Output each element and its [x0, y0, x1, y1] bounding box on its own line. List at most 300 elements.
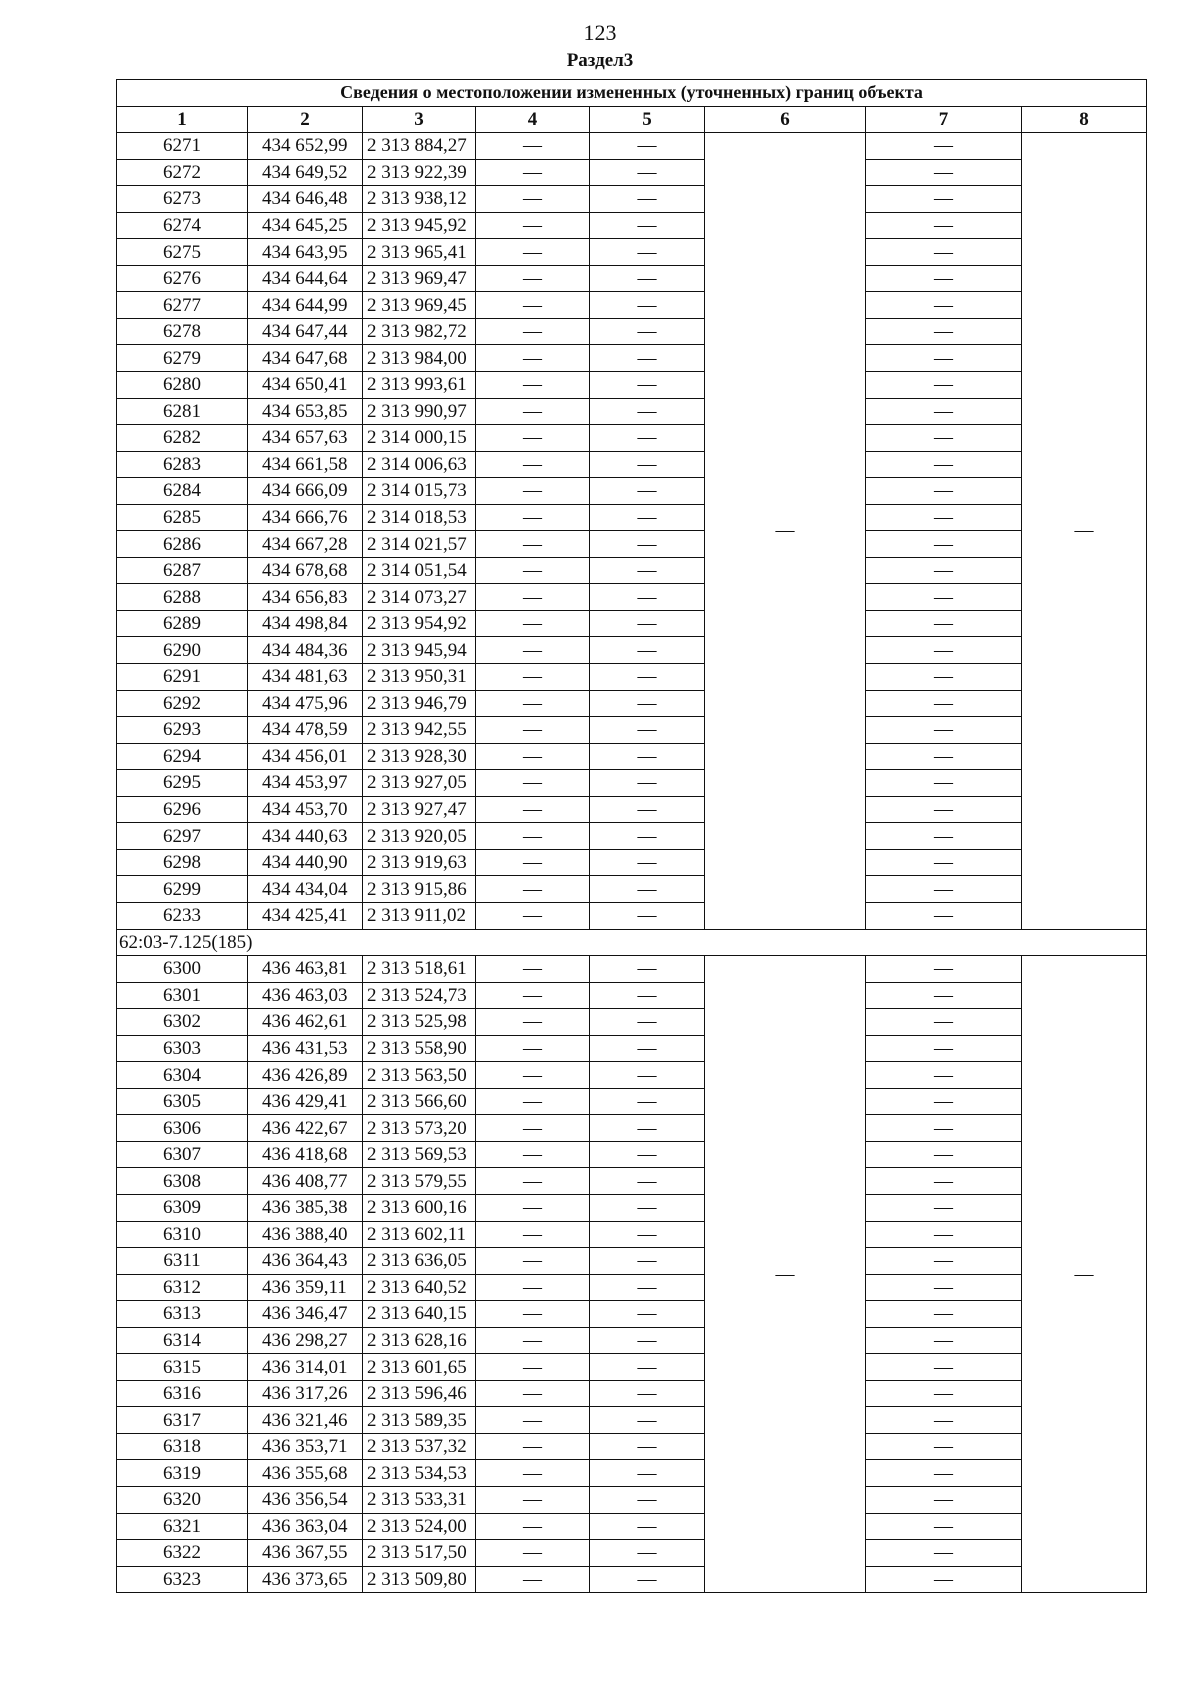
column-5-value: —	[590, 664, 705, 691]
x-coordinate: 434 440,90	[248, 849, 363, 876]
section-title: Раздел3	[566, 50, 634, 71]
y-coordinate: 2 313 915,86	[363, 876, 476, 903]
column-4-value: —	[476, 796, 590, 823]
column-5-value: —	[590, 1301, 705, 1328]
point-number: 6281	[117, 398, 248, 425]
column-4-value: —	[476, 504, 590, 531]
point-number: 6292	[117, 690, 248, 717]
point-number: 6278	[117, 318, 248, 345]
y-coordinate: 2 313 563,50	[363, 1062, 476, 1089]
column-4-value: —	[476, 1460, 590, 1487]
x-coordinate: 434 647,44	[248, 318, 363, 345]
column-7-value: —	[866, 1062, 1022, 1089]
column-5-value: —	[590, 637, 705, 664]
column-5-value: —	[590, 345, 705, 372]
y-coordinate: 2 313 589,35	[363, 1407, 476, 1434]
column-7-value: —	[866, 1194, 1022, 1221]
y-coordinate: 2 313 525,98	[363, 1009, 476, 1036]
column-4-value: —	[476, 1513, 590, 1540]
column-5-value: —	[590, 265, 705, 292]
column-7-value: —	[866, 664, 1022, 691]
x-coordinate: 434 456,01	[248, 743, 363, 770]
point-number: 6283	[117, 451, 248, 478]
y-coordinate: 2 313 596,46	[363, 1380, 476, 1407]
table-body	[117, 133, 1147, 1593]
column-header: 5	[590, 106, 705, 133]
table-row	[117, 637, 1147, 664]
column-5-value: —	[590, 292, 705, 319]
column-4-value: —	[476, 1566, 590, 1593]
table-row	[117, 1088, 1147, 1115]
y-coordinate: 2 313 628,16	[363, 1327, 476, 1354]
point-number: 6308	[117, 1168, 248, 1195]
table-row	[117, 1486, 1147, 1513]
column-4-value: —	[476, 1486, 590, 1513]
y-coordinate: 2 313 636,05	[363, 1248, 476, 1275]
point-number: 6280	[117, 372, 248, 399]
column-7-value: —	[866, 1460, 1022, 1487]
x-coordinate: 434 498,84	[248, 610, 363, 637]
column-7-value: —	[866, 1009, 1022, 1036]
y-coordinate: 2 313 927,05	[363, 770, 476, 797]
x-coordinate: 434 647,68	[248, 345, 363, 372]
column-4-value: —	[476, 876, 590, 903]
column-7-value: —	[866, 1380, 1022, 1407]
x-coordinate: 434 649,52	[248, 159, 363, 186]
point-number: 6285	[117, 504, 248, 531]
column-4-value: —	[476, 1115, 590, 1142]
column-4-value: —	[476, 318, 590, 345]
table-row	[117, 1035, 1147, 1062]
column-5-value: —	[590, 212, 705, 239]
y-coordinate: 2 313 945,92	[363, 212, 476, 239]
column-7-value: —	[866, 265, 1022, 292]
column-5-value: —	[590, 1062, 705, 1089]
table-row	[117, 345, 1147, 372]
table-row	[117, 212, 1147, 239]
table-row	[117, 1194, 1147, 1221]
table-row	[117, 796, 1147, 823]
table-row	[117, 584, 1147, 611]
column-7-value: —	[866, 823, 1022, 850]
column-4-value: —	[476, 584, 590, 611]
table-row	[117, 823, 1147, 850]
y-coordinate: 2 313 640,52	[363, 1274, 476, 1301]
column-6-value: —	[705, 956, 866, 1593]
column-4-value: —	[476, 690, 590, 717]
table-row	[117, 1460, 1147, 1487]
point-number: 6295	[117, 770, 248, 797]
y-coordinate: 2 313 919,63	[363, 849, 476, 876]
y-coordinate: 2 313 509,80	[363, 1566, 476, 1593]
column-4-value: —	[476, 451, 590, 478]
y-coordinate: 2 313 579,55	[363, 1168, 476, 1195]
y-coordinate: 2 313 945,94	[363, 637, 476, 664]
column-7-value: —	[866, 770, 1022, 797]
table-row	[117, 849, 1147, 876]
column-4-value: —	[476, 557, 590, 584]
column-4-value: —	[476, 1062, 590, 1089]
table-row	[117, 876, 1147, 903]
x-coordinate: 436 426,89	[248, 1062, 363, 1089]
x-coordinate: 434 657,63	[248, 425, 363, 452]
column-7-value: —	[866, 159, 1022, 186]
x-coordinate: 436 388,40	[248, 1221, 363, 1248]
column-5-value: —	[590, 451, 705, 478]
point-number: 6320	[117, 1486, 248, 1513]
point-number: 6301	[117, 982, 248, 1009]
column-7-value: —	[866, 557, 1022, 584]
column-5-value: —	[590, 1460, 705, 1487]
column-7-value: —	[866, 584, 1022, 611]
y-coordinate: 2 313 601,65	[363, 1354, 476, 1381]
y-coordinate: 2 314 073,27	[363, 584, 476, 611]
column-4-value: —	[476, 664, 590, 691]
table-row	[117, 610, 1147, 637]
column-5-value: —	[590, 1486, 705, 1513]
x-coordinate: 436 385,38	[248, 1194, 363, 1221]
point-number: 6299	[117, 876, 248, 903]
table-row	[117, 1327, 1147, 1354]
column-5-value: —	[590, 239, 705, 266]
column-5-value: —	[590, 902, 705, 929]
column-4-value: —	[476, 1141, 590, 1168]
column-5-value: —	[590, 1141, 705, 1168]
x-coordinate: 434 453,97	[248, 770, 363, 797]
point-number: 6323	[117, 1566, 248, 1593]
table-row	[117, 1274, 1147, 1301]
column-7-value: —	[866, 1327, 1022, 1354]
column-5-value: —	[590, 159, 705, 186]
column-5-value: —	[590, 1035, 705, 1062]
y-coordinate: 2 314 051,54	[363, 557, 476, 584]
y-coordinate: 2 313 954,92	[363, 610, 476, 637]
table-row	[117, 956, 1147, 983]
column-4-value: —	[476, 1274, 590, 1301]
y-coordinate: 2 313 518,61	[363, 956, 476, 983]
y-coordinate: 2 314 015,73	[363, 478, 476, 505]
x-coordinate: 434 656,83	[248, 584, 363, 611]
point-number: 6291	[117, 664, 248, 691]
y-coordinate: 2 313 927,47	[363, 796, 476, 823]
x-coordinate: 436 418,68	[248, 1141, 363, 1168]
x-coordinate: 436 422,67	[248, 1115, 363, 1142]
column-5-value: —	[590, 610, 705, 637]
column-4-value: —	[476, 637, 590, 664]
x-coordinate: 436 355,68	[248, 1460, 363, 1487]
x-coordinate: 436 462,61	[248, 1009, 363, 1036]
column-5-value: —	[590, 1168, 705, 1195]
y-coordinate: 2 313 928,30	[363, 743, 476, 770]
column-5-value: —	[590, 770, 705, 797]
point-number: 6277	[117, 292, 248, 319]
point-number: 6321	[117, 1513, 248, 1540]
table-row	[117, 1141, 1147, 1168]
point-number: 6313	[117, 1301, 248, 1328]
table-row	[117, 1354, 1147, 1381]
column-7-value: —	[866, 849, 1022, 876]
x-coordinate: 434 425,41	[248, 902, 363, 929]
y-coordinate: 2 313 965,41	[363, 239, 476, 266]
x-coordinate: 436 359,11	[248, 1274, 363, 1301]
column-4-value: —	[476, 1301, 590, 1328]
column-4-value: —	[476, 345, 590, 372]
table-row	[117, 292, 1147, 319]
x-coordinate: 434 481,63	[248, 664, 363, 691]
column-5-value: —	[590, 186, 705, 213]
column-4-value: —	[476, 1088, 590, 1115]
table-row	[117, 1301, 1147, 1328]
point-number: 6304	[117, 1062, 248, 1089]
x-coordinate: 436 363,04	[248, 1513, 363, 1540]
point-number: 6310	[117, 1221, 248, 1248]
point-number: 6233	[117, 902, 248, 929]
y-coordinate: 2 313 938,12	[363, 186, 476, 213]
y-coordinate: 2 313 517,50	[363, 1540, 476, 1567]
column-header: 7	[866, 106, 1022, 133]
y-coordinate: 2 313 537,32	[363, 1433, 476, 1460]
column-7-value: —	[866, 956, 1022, 983]
column-5-value: —	[590, 318, 705, 345]
point-number: 6312	[117, 1274, 248, 1301]
column-header: 3	[363, 106, 476, 133]
table-row	[117, 1062, 1147, 1089]
column-7-value: —	[866, 1115, 1022, 1142]
x-coordinate: 436 298,27	[248, 1327, 363, 1354]
column-4-value: —	[476, 1221, 590, 1248]
table-row	[117, 743, 1147, 770]
table-row	[117, 1221, 1147, 1248]
column-7-value: —	[866, 133, 1022, 160]
point-number: 6294	[117, 743, 248, 770]
point-number: 6273	[117, 186, 248, 213]
column-7-value: —	[866, 212, 1022, 239]
column-4-value: —	[476, 239, 590, 266]
table-row	[117, 770, 1147, 797]
column-4-value: —	[476, 1168, 590, 1195]
point-number: 6288	[117, 584, 248, 611]
column-4-value: —	[476, 212, 590, 239]
column-5-value: —	[590, 478, 705, 505]
x-coordinate: 436 321,46	[248, 1407, 363, 1434]
y-coordinate: 2 313 566,60	[363, 1088, 476, 1115]
table-row	[117, 265, 1147, 292]
column-5-value: —	[590, 372, 705, 399]
table-row	[117, 1168, 1147, 1195]
table-row	[117, 1566, 1147, 1593]
column-7-value: —	[866, 637, 1022, 664]
column-7-value: —	[866, 1088, 1022, 1115]
x-coordinate: 434 644,64	[248, 265, 363, 292]
column-4-value: —	[476, 265, 590, 292]
x-coordinate: 436 408,77	[248, 1168, 363, 1195]
page-number: 123	[583, 20, 617, 45]
point-number: 6314	[117, 1327, 248, 1354]
column-4-value: —	[476, 1035, 590, 1062]
column-5-value: —	[590, 1009, 705, 1036]
column-5-value: —	[590, 1274, 705, 1301]
x-coordinate: 436 356,54	[248, 1486, 363, 1513]
column-5-value: —	[590, 398, 705, 425]
y-coordinate: 2 313 993,61	[363, 372, 476, 399]
y-coordinate: 2 313 990,97	[363, 398, 476, 425]
column-5-value: —	[590, 743, 705, 770]
x-coordinate: 434 666,76	[248, 504, 363, 531]
point-number: 6271	[117, 133, 248, 160]
column-7-value: —	[866, 451, 1022, 478]
x-coordinate: 434 652,99	[248, 133, 363, 160]
y-coordinate: 2 314 006,63	[363, 451, 476, 478]
point-number: 6322	[117, 1540, 248, 1567]
table-row	[117, 664, 1147, 691]
point-number: 6319	[117, 1460, 248, 1487]
point-number: 6287	[117, 557, 248, 584]
column-5-value: —	[590, 1327, 705, 1354]
table-row	[117, 398, 1147, 425]
column-header: 2	[248, 106, 363, 133]
table-caption: Сведения о местоположении измененных (уточненных) границ объекта	[117, 80, 1147, 107]
point-number: 6307	[117, 1141, 248, 1168]
x-coordinate: 434 643,95	[248, 239, 363, 266]
point-number: 6293	[117, 717, 248, 744]
column-7-value: —	[866, 1486, 1022, 1513]
column-4-value: —	[476, 982, 590, 1009]
column-4-value: —	[476, 1327, 590, 1354]
x-coordinate: 436 364,43	[248, 1248, 363, 1275]
table-row	[117, 690, 1147, 717]
x-coordinate: 436 431,53	[248, 1035, 363, 1062]
column-5-value: —	[590, 876, 705, 903]
column-6-value: —	[705, 133, 866, 929]
table-row	[117, 504, 1147, 531]
point-number: 6311	[117, 1248, 248, 1275]
y-coordinate: 2 313 558,90	[363, 1035, 476, 1062]
column-7-value: —	[866, 478, 1022, 505]
y-coordinate: 2 313 984,00	[363, 345, 476, 372]
y-coordinate: 2 313 884,27	[363, 133, 476, 160]
column-4-value: —	[476, 610, 590, 637]
point-number: 6276	[117, 265, 248, 292]
column-7-value: —	[866, 1433, 1022, 1460]
column-5-value: —	[590, 849, 705, 876]
table-row	[117, 133, 1147, 160]
column-5-value: —	[590, 796, 705, 823]
x-coordinate: 436 429,41	[248, 1088, 363, 1115]
point-number: 6317	[117, 1407, 248, 1434]
x-coordinate: 434 667,28	[248, 531, 363, 558]
column-7-value: —	[866, 743, 1022, 770]
column-7-value: —	[866, 292, 1022, 319]
column-4-value: —	[476, 1194, 590, 1221]
column-7-value: —	[866, 1035, 1022, 1062]
column-4-value: —	[476, 743, 590, 770]
column-7-value: —	[866, 1513, 1022, 1540]
column-7-value: —	[866, 717, 1022, 744]
table-row	[117, 478, 1147, 505]
table-row	[117, 159, 1147, 186]
x-coordinate: 434 678,68	[248, 557, 363, 584]
point-number: 6286	[117, 531, 248, 558]
y-coordinate: 2 313 982,72	[363, 318, 476, 345]
y-coordinate: 2 313 524,73	[363, 982, 476, 1009]
column-5-value: —	[590, 823, 705, 850]
table-row	[117, 1248, 1147, 1275]
point-number: 6315	[117, 1354, 248, 1381]
x-coordinate: 436 314,01	[248, 1354, 363, 1381]
column-5-value: —	[590, 557, 705, 584]
column-4-value: —	[476, 849, 590, 876]
point-number: 6296	[117, 796, 248, 823]
table-row	[117, 1115, 1147, 1142]
point-number: 6279	[117, 345, 248, 372]
x-coordinate: 436 367,55	[248, 1540, 363, 1567]
table-row	[117, 1407, 1147, 1434]
point-number: 6309	[117, 1194, 248, 1221]
y-coordinate: 2 313 640,15	[363, 1301, 476, 1328]
column-7-value: —	[866, 345, 1022, 372]
column-5-value: —	[590, 982, 705, 1009]
table-row	[117, 186, 1147, 213]
point-number: 6289	[117, 610, 248, 637]
y-coordinate: 2 313 602,11	[363, 1221, 476, 1248]
column-4-value: —	[476, 770, 590, 797]
column-5-value: —	[590, 531, 705, 558]
table-row	[117, 531, 1147, 558]
point-number: 6298	[117, 849, 248, 876]
y-coordinate: 2 313 969,47	[363, 265, 476, 292]
column-7-value: —	[866, 1168, 1022, 1195]
column-8-value: —	[1022, 133, 1147, 929]
point-number: 6297	[117, 823, 248, 850]
column-4-value: —	[476, 1540, 590, 1567]
column-4-value: —	[476, 133, 590, 160]
column-4-value: —	[476, 372, 590, 399]
column-header: 6	[705, 106, 866, 133]
column-4-value: —	[476, 902, 590, 929]
table-row	[117, 1380, 1147, 1407]
column-5-value: —	[590, 1194, 705, 1221]
column-4-value: —	[476, 159, 590, 186]
table-row	[117, 1433, 1147, 1460]
point-number: 6272	[117, 159, 248, 186]
column-7-value: —	[866, 531, 1022, 558]
x-coordinate: 434 475,96	[248, 690, 363, 717]
column-5-value: —	[590, 425, 705, 452]
column-7-value: —	[866, 1301, 1022, 1328]
table-row	[117, 1513, 1147, 1540]
column-7-value: —	[866, 425, 1022, 452]
point-number: 6316	[117, 1380, 248, 1407]
table-row	[117, 1540, 1147, 1567]
column-7-value: —	[866, 1141, 1022, 1168]
column-4-value: —	[476, 186, 590, 213]
y-coordinate: 2 313 942,55	[363, 717, 476, 744]
column-4-value: —	[476, 398, 590, 425]
column-5-value: —	[590, 1433, 705, 1460]
boundary-coordinates-table	[116, 79, 1147, 1593]
column-5-value: —	[590, 133, 705, 160]
point-number: 6305	[117, 1088, 248, 1115]
column-5-value: —	[590, 1115, 705, 1142]
column-5-value: —	[590, 1540, 705, 1567]
column-header: 4	[476, 106, 590, 133]
column-5-value: —	[590, 1513, 705, 1540]
y-coordinate: 2 314 021,57	[363, 531, 476, 558]
table-row	[117, 902, 1147, 929]
column-7-value: —	[866, 1221, 1022, 1248]
x-coordinate: 436 463,81	[248, 956, 363, 983]
column-7-value: —	[866, 902, 1022, 929]
